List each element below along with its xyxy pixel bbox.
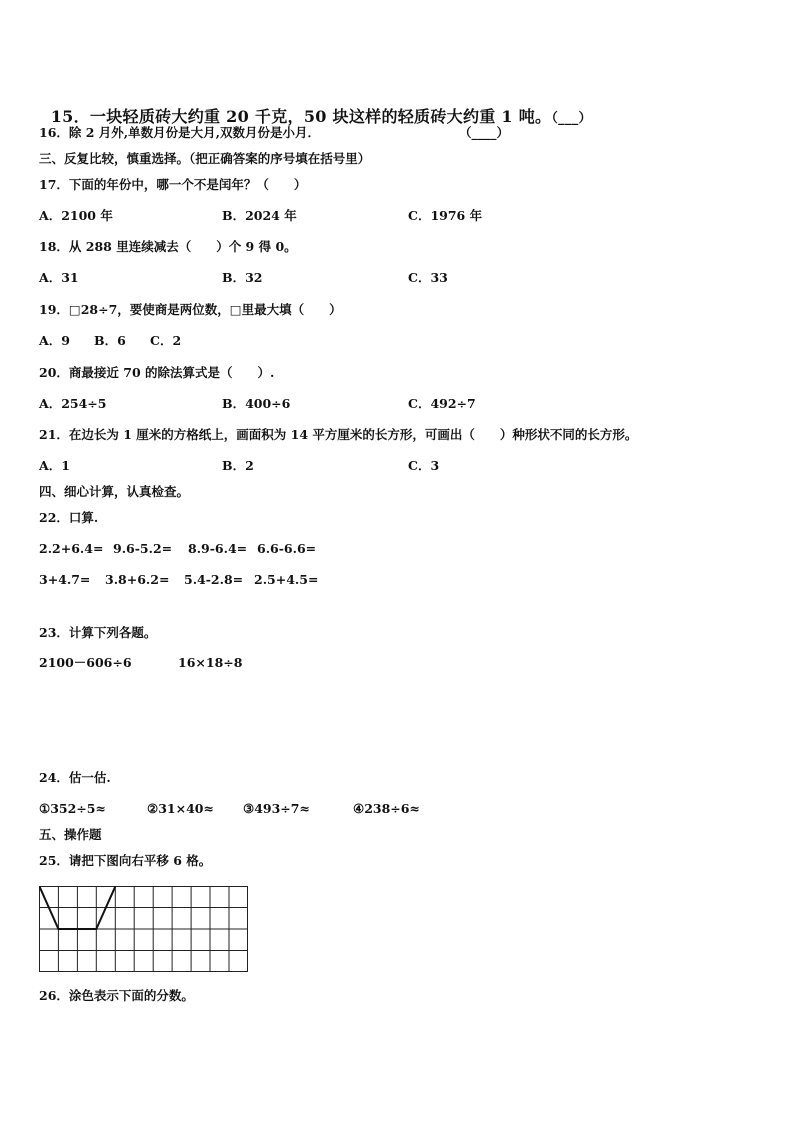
- calc-item: 8.9-6.4=: [188, 541, 248, 556]
- question-20-text: 20．商最接近 70 的除法算式是（ ）.: [39, 365, 275, 380]
- estimate-item: ④238÷6≈: [353, 801, 420, 816]
- calc-item: 3.8+6.2=: [105, 572, 170, 587]
- option-b[interactable]: B．400÷6: [222, 396, 291, 411]
- question-15: [39, 87, 592, 129]
- option-a[interactable]: A．31: [39, 270, 79, 285]
- answer-blank[interactable]: （___）: [551, 111, 592, 126]
- question-25-text: 25．请把下图向右平移 6 格。: [39, 853, 212, 868]
- option-a[interactable]: A．1: [39, 458, 70, 473]
- estimate-item: ③493÷7≈: [243, 801, 310, 816]
- answer-blank[interactable]: （____）: [459, 125, 510, 140]
- question-18-text: 18．从 288 里连续减去（ ）个 9 得 0。: [39, 239, 297, 254]
- estimate-item: ②31×40≈: [147, 801, 214, 816]
- grid-figure[interactable]: [39, 886, 248, 972]
- option-a[interactable]: A．9: [39, 333, 70, 348]
- section-heading-3: 三、反复比较，慎重选择。（把正确答案的序号填在括号里）: [39, 151, 371, 166]
- option-a[interactable]: A．254÷5: [39, 396, 107, 411]
- calc-item: 16×18÷8: [178, 655, 243, 670]
- calc-item: 2.2+6.4=: [39, 541, 104, 556]
- option-b[interactable]: B．2: [222, 458, 254, 473]
- question-15-text: 15．一块轻质砖大约重 20 千克，50 块这样的轻质砖大约重 1 吨。: [50, 107, 552, 126]
- calc-item: 2.5+4.5=: [254, 572, 319, 587]
- calc-item: 3+4.7=: [39, 572, 91, 587]
- option-c[interactable]: C．492÷7: [408, 396, 476, 411]
- option-c[interactable]: C．1976 年: [408, 208, 483, 223]
- section-heading-4: 四、细心计算，认真检查。: [39, 484, 190, 499]
- estimate-item: ①352÷5≈: [39, 801, 106, 816]
- option-b[interactable]: B．6: [94, 333, 126, 348]
- trapezoid-grid: [39, 886, 248, 972]
- question-22-text: 22．口算.: [39, 510, 99, 525]
- option-c[interactable]: C．2: [150, 333, 182, 348]
- option-c[interactable]: C．33: [408, 270, 448, 285]
- option-b[interactable]: B．2024 年: [222, 208, 297, 223]
- option-b[interactable]: B．32: [222, 270, 263, 285]
- question-23-text: 23．计算下列各题。: [39, 625, 157, 640]
- calc-item: 2100－606÷6: [39, 655, 132, 670]
- question-19-text: 19．□28÷7，要使商是两位数，□里最大填（ ）: [39, 302, 342, 317]
- question-24-text: 24．估一估.: [39, 770, 111, 785]
- question-21-text: 21．在边长为 1 厘米的方格纸上，画面积为 14 平方厘米的长方形，可画出（ ）种形状不同的长方形。: [39, 427, 638, 442]
- section-heading-5: 五、操作题: [39, 827, 102, 842]
- calc-item: 5.4-2.8=: [184, 572, 244, 587]
- calc-item: 9.6-5.2=: [113, 541, 173, 556]
- option-c[interactable]: C．3: [408, 458, 440, 473]
- question-17-text: 17．下面的年份中，哪一个不是闰年？（ ）: [39, 177, 307, 192]
- calc-item: 6.6-6.6=: [257, 541, 317, 556]
- option-a[interactable]: A．2100 年: [39, 208, 113, 223]
- question-16-text: 16．除 2 月外,单数月份是大月,双数月份是小月．: [39, 125, 321, 140]
- question-26-text: 26．涂色表示下面的分数。: [39, 988, 194, 1003]
